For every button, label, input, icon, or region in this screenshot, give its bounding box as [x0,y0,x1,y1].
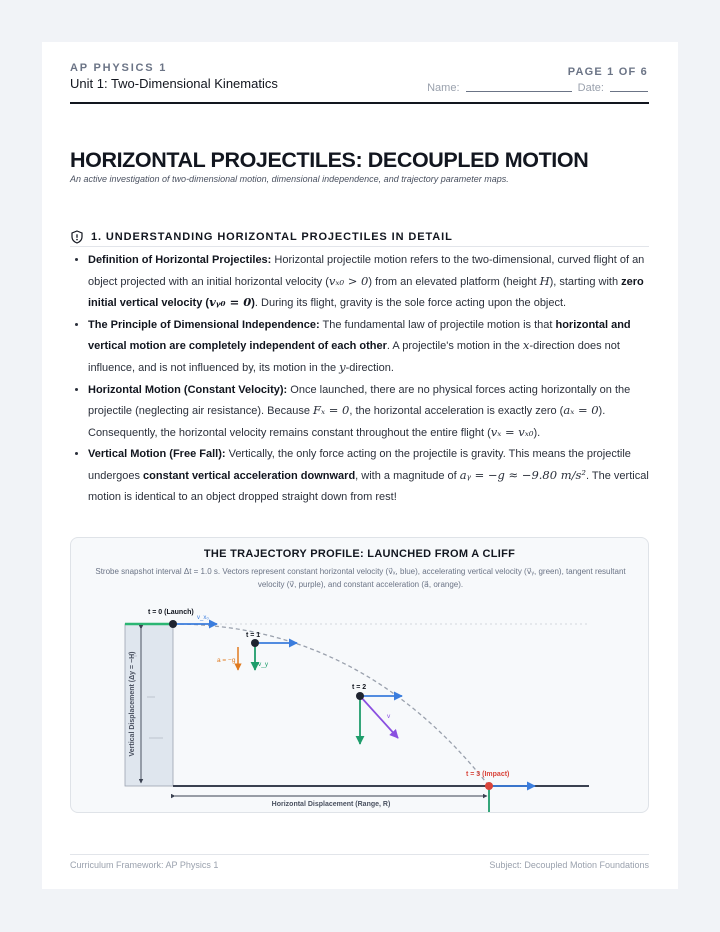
page-title: HORIZONTAL PROJECTILES: DECOUPLED MOTION [70,148,589,172]
course-label: AP PHYSICS 1 [70,62,168,74]
label-t2: t = 2 [352,684,367,691]
name-date-line [427,82,648,94]
list-item: • The Principle of Dimensional Independence: The fundamental law of projectile motion is that horizontal and vertical motion are completely independent of each other. A projectile's motion in the x-direction does not influence, and is not influenced by, its motion in the y-direction. [88,315,654,379]
date-blank[interactable] [610,91,648,92]
x-axis-label: Horizontal Displacement (Range, R) [271,801,391,808]
page-indicator: PAGE 1 OF 6 [567,66,648,78]
date-label: Date: [577,82,604,94]
projectile-t0 [169,620,177,628]
list-item: • Horizontal Motion (Constant Velocity): Once launched, there are no physical forces acting horizontally on the projectile (neglecting air resistance). Because Fₓ = 0, the horizontal acceleration is exactly zero (aₓ = 0). Consequently, the horizontal velocity remains constant throughout the entire flight (vₓ = vₓ₀). [88,380,654,444]
shield-icon [70,230,84,244]
name-label: Name: [427,82,460,94]
section-heading [70,230,649,247]
worksheet-page [42,42,678,889]
trajectory-diagram [71,538,649,813]
label-t0: t = 0 (Launch) [148,609,194,616]
label-t1: t = 1 [246,632,261,639]
footer-framework: Curriculum Framework: AP Physics 1 [70,860,219,870]
footer-subject: Subject: Decoupled Motion Foundations [489,860,649,870]
trajectory-figure [70,537,649,813]
figure-caption: Strobe snapshot interval Δt = 1.0 s. Vectors represent constant horizontal velocity (v⃗ₓ, blue), accelerating vertical velocity (v⃗ᵧ, green), tangent resultant velocity (v⃗, purple), and constant acceleration (a⃗, orange). [95,567,626,589]
trajectory-path [173,624,489,786]
resultant-vector-t2 [360,696,398,738]
projectile-t1 [251,639,259,647]
header-divider [70,102,649,104]
page-subtitle: An active investigation of two-dimensional motion, dimensional independence, and trajectory parameter maps. [70,174,509,184]
projectile-t2 [356,692,364,700]
list-item: • Definition of Horizontal Projectiles: Horizontal projectile motion refers to the two-dimensional, curved flight of an object projected with an initial horizontal velocity (vₓ₀ > 0) from an elevated platform (height H), starting with zero initial vertical velocity (vᵧ₀ = 0). During its flight, gravity is the sole force acting upon the object. [88,250,654,314]
footer-divider [70,854,649,855]
projectile-impact [485,782,493,790]
label-vy: v_y [258,661,269,668]
figure-title: THE TRAJECTORY PROFILE: LAUNCHED FROM A CLIFF [203,548,516,560]
label-v: v [387,713,391,720]
unit-title: Unit 1: Two-Dimensional Kinematics [70,76,278,91]
label-t3: t = 3 (Impact) [466,771,510,778]
list-item: • Vertical Motion (Free Fall): Vertically, the only force acting on the projectile is gravity. This means the projectile undergoes constant vertical acceleration downward, with a magnitude of aᵧ = −g ≈ −9.80 m/s². The vertical motion is identical to an object dropped straight down from rest! [88,444,654,507]
section-title: 1. UNDERSTANDING HORIZONTAL PROJECTILES IN DETAIL [91,231,453,243]
y-axis-label: Vertical Displacement (Δy = −H) [129,651,136,757]
name-blank[interactable] [466,91,572,92]
label-vx0: v_x₀ [197,615,209,621]
concept-list [88,250,654,508]
label-accel: a = −g [217,657,236,664]
